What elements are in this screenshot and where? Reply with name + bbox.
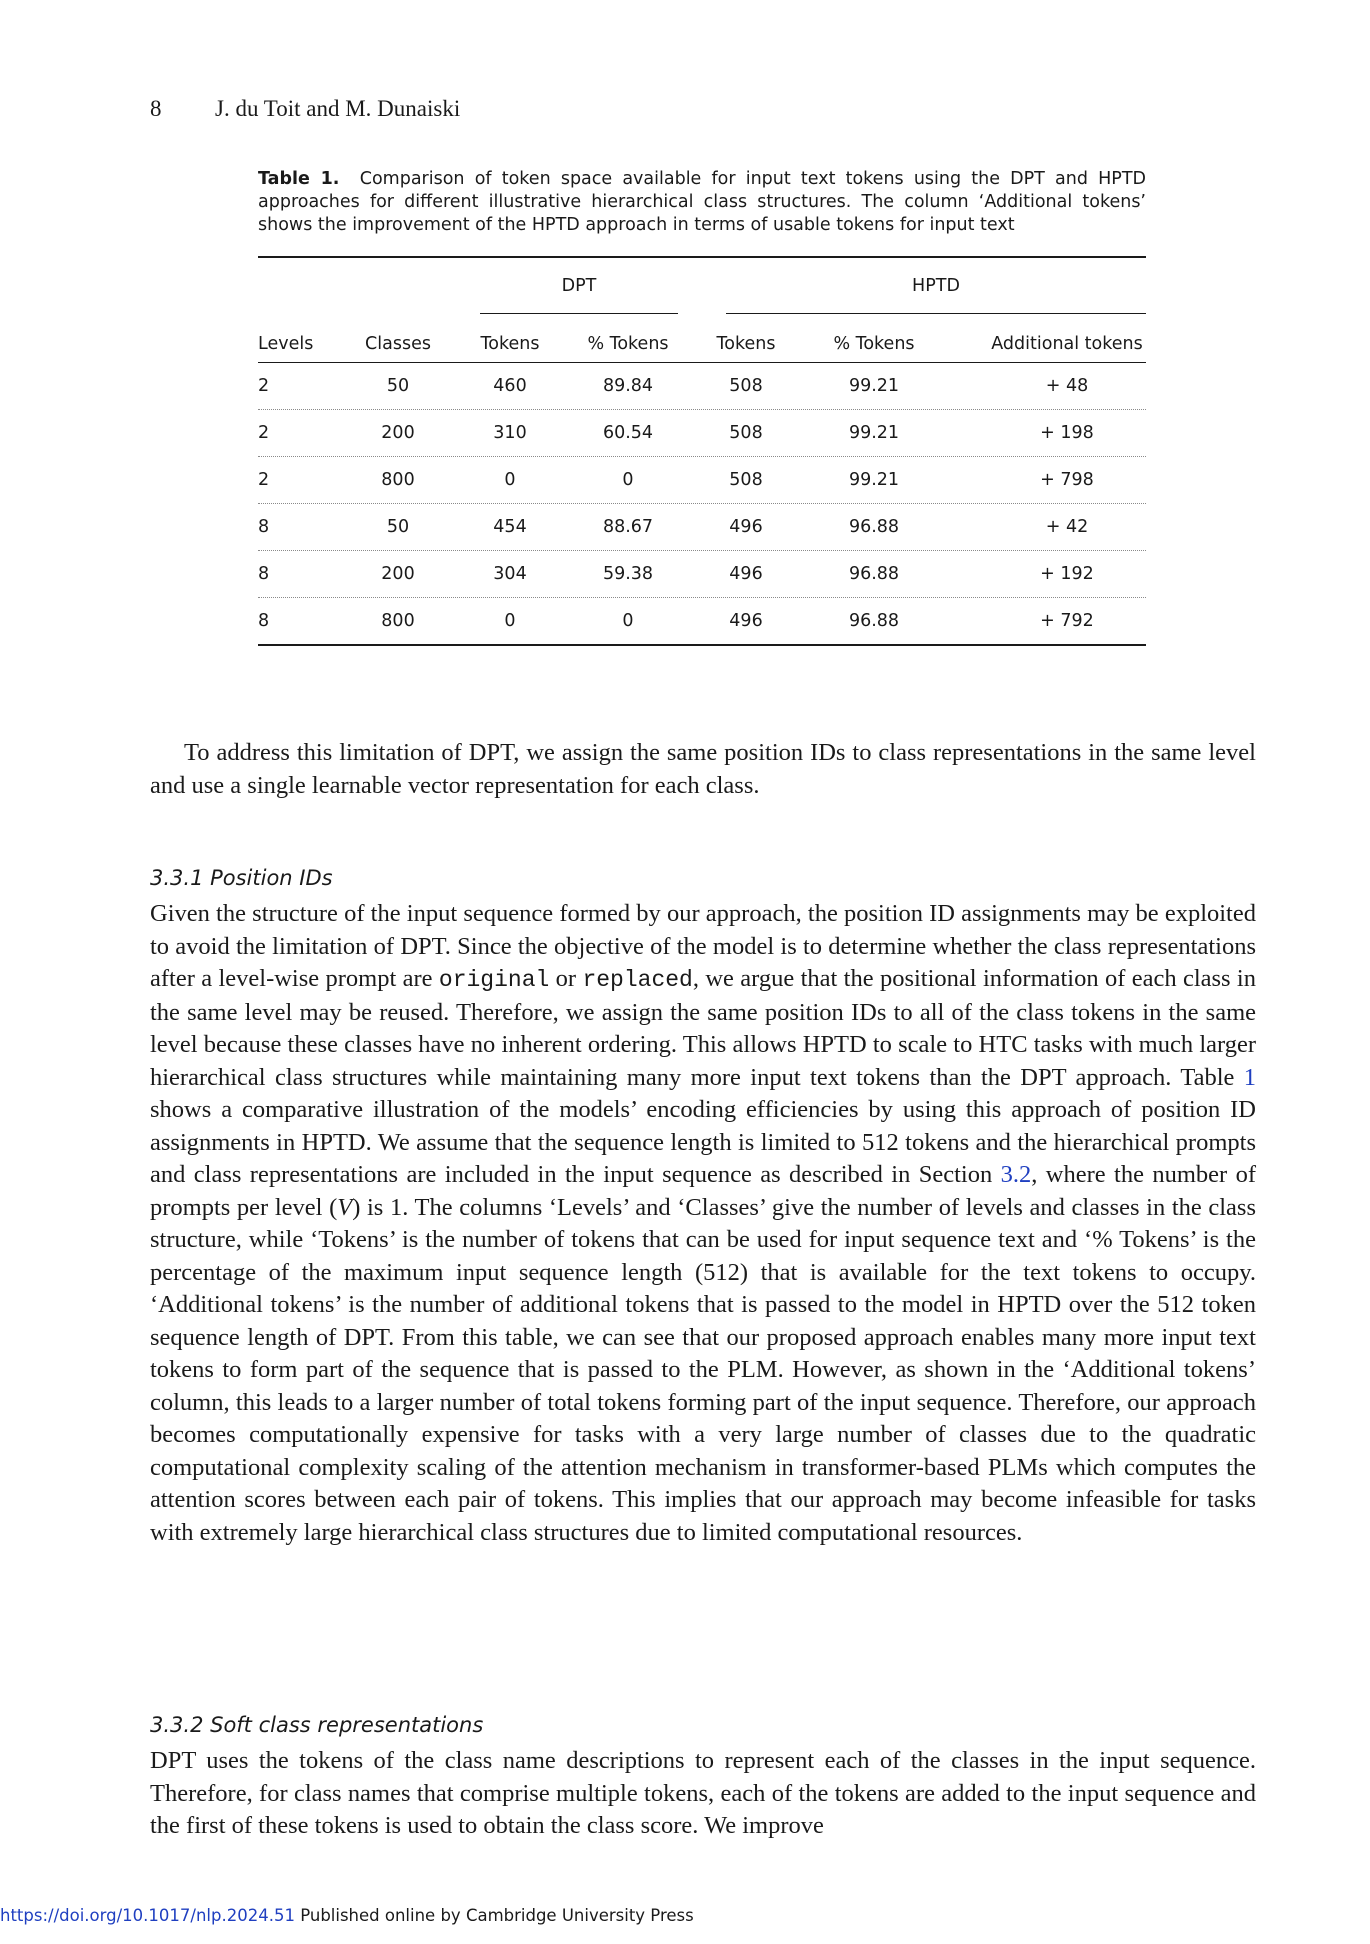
cell-levels: 2: [258, 470, 270, 490]
cell-levels: 8: [258, 517, 270, 537]
code-replaced: replaced: [582, 967, 693, 993]
intro-paragraph: [150, 737, 1256, 802]
cell-levels: 2: [258, 423, 270, 443]
cell-dpt-pct: 88.67: [602, 517, 654, 537]
cell-dpt-tokens: 0: [504, 611, 516, 631]
cell-classes: 50: [386, 376, 410, 396]
intro-text: To address this limitation of DPT, we assign the same position IDs to class representations in the same level and use a single learnable vector representation for each class.: [150, 739, 1256, 799]
group-header-dpt: DPT: [561, 276, 597, 296]
table-caption-label: Table 1.: [258, 169, 340, 189]
cell-hptd-pct: 96.88: [848, 517, 900, 537]
variable-v: V: [337, 1193, 353, 1221]
table-bottom-rule: [258, 644, 1146, 646]
group-rule-dpt: [480, 313, 678, 314]
cell-levels: 8: [258, 564, 270, 584]
cell-hptd-tokens: 508: [729, 423, 763, 443]
comparison-table: [258, 256, 1146, 646]
cell-levels: 8: [258, 611, 270, 631]
text-run: ) is 1. The columns ‘Levels’ and ‘Classes’ give the number of levels and classes in the class structure, while ‘Tokens’ is the number of tokens that can be used for input sequence text and ‘% Tokens’ is the percentage of the maximum input sequence length (512) that is available for the text tokens to occupy. ‘Additional tokens’ is the number of additional tokens that is passed to the model in HPTD over the 512 token sequence length of DPT. From this table, we can see that our proposed approach enables many more input text tokens to form part of the sequence that is passed to the PLM. However, as shown in the ‘Additional tokens’ column, this leads to a larger number of total tokens forming part of the input sequence. Therefore, our approach becomes computationally expensive for tasks with a very large number of classes due to the quadratic computational complexity scaling of the attention mechanism in transformer-based PLMs which computes the attention scores between each pair of tokens. This implies that our approach may become infeasible for tasks with extremely large hierarchical class structures due to limited computational resources.: [150, 1193, 1256, 1546]
col-header-dpt-pct-tokens: % Tokens: [587, 334, 669, 354]
cell-hptd-tokens: 496: [729, 564, 763, 584]
cell-hptd-pct: 99.21: [848, 470, 900, 490]
cell-dpt-pct: 59.38: [602, 564, 654, 584]
page-number: 8: [150, 96, 162, 121]
cell-dpt-pct: 89.84: [602, 376, 654, 396]
cell-classes: 200: [381, 564, 415, 584]
col-header-classes: Classes: [365, 334, 431, 354]
cell-classes: 50: [386, 517, 410, 537]
col-header-dpt-tokens: Tokens: [480, 334, 540, 354]
text-run: Given the structure of the input sequence formed by our approach, the position ID assignments may be exploited to avoid the limitation of DPT. Since the objective of the model is to determine whether the class representations after a level-wise prompt are: [150, 900, 1256, 992]
page-footer: [0, 1906, 694, 1925]
table-caption: [258, 168, 1146, 237]
cell-hptd-tokens: 496: [729, 611, 763, 631]
cell-dpt-tokens: 0: [504, 470, 516, 490]
cell-dpt-pct: 60.54: [602, 423, 654, 443]
table-reference-link[interactable]: 1: [1243, 1063, 1256, 1091]
doi-link[interactable]: https://doi.org/10.1017/nlp.2024.51: [0, 1906, 295, 1925]
cell-dpt-tokens: 304: [493, 564, 527, 584]
cell-dpt-tokens: 460: [493, 376, 527, 396]
table-row: [258, 551, 1146, 598]
cell-additional: + 792: [1040, 611, 1094, 631]
col-header-levels: Levels: [258, 334, 314, 354]
table-row: [258, 457, 1146, 504]
table-header: [258, 258, 1146, 362]
section-3-3-2-body: [150, 1745, 1256, 1843]
cell-additional: + 192: [1040, 564, 1094, 584]
section-3-3-1-body: [150, 898, 1256, 1549]
cell-hptd-tokens: 508: [729, 376, 763, 396]
section-heading-3-3-1: 3.3.1 Position IDs: [150, 866, 333, 890]
running-head: [150, 96, 460, 122]
cell-hptd-pct: 96.88: [848, 611, 900, 631]
col-header-hptd-pct-tokens: % Tokens: [833, 334, 915, 354]
table-row: [258, 410, 1146, 457]
cell-hptd-tokens: 508: [729, 470, 763, 490]
section-3-3-2-paragraph: DPT uses the tokens of the class name descriptions to represent each of the classes in the input sequence. Therefore, for class names that comprise multiple tokens, each of the tokens are added to the input sequence and the first of these tokens is used to obtain the class score. We improve: [150, 1747, 1256, 1839]
section-heading-3-3-2: 3.3.2 Soft class representations: [150, 1713, 484, 1737]
section-reference-link[interactable]: 3.2: [1000, 1161, 1032, 1188]
cell-hptd-pct: 96.88: [848, 564, 900, 584]
cell-additional: + 798: [1040, 470, 1094, 490]
col-header-additional-tokens: Additional tokens: [991, 334, 1143, 354]
table-caption-text: Comparison of token space available for input text tokens using the DPT and HPTD approaches for different illustrative hierarchical class structures. The column ‘Additional tokens’ shows the improvement of the HPTD approach in terms of usable tokens for input text: [258, 169, 1146, 235]
group-rule-hptd: [726, 313, 1146, 314]
cell-hptd-pct: 99.21: [848, 376, 900, 396]
cell-classes: 800: [381, 470, 415, 490]
cell-additional: + 198: [1040, 423, 1094, 443]
cell-classes: 200: [381, 423, 415, 443]
table-row: [258, 504, 1146, 551]
table-row: [258, 363, 1146, 410]
cell-dpt-pct: 0: [622, 470, 634, 490]
cell-dpt-tokens: 310: [493, 423, 527, 443]
cell-dpt-pct: 0: [622, 611, 634, 631]
cell-hptd-pct: 99.21: [848, 423, 900, 443]
cell-dpt-tokens: 454: [493, 517, 527, 537]
text-run: or: [549, 965, 583, 992]
code-original: original: [438, 967, 550, 993]
text-run: , we argue that the positional information of each class in the same level may be reused. Therefore, we assign the same position IDs to all of the class tokens in the same level because these classes have no inherent ordering. This allows HPTD to scale to HTC tasks with much larger hierarchical class structures while maintaining many more input text tokens than the DPT approach. Table: [150, 965, 1256, 1091]
cell-levels: 2: [258, 376, 270, 396]
cell-additional: + 42: [1045, 517, 1089, 537]
group-header-hptd: HPTD: [912, 276, 960, 296]
table-row: [258, 598, 1146, 644]
cell-classes: 800: [381, 611, 415, 631]
text-run: shows a comparative illustration of the models’ encoding efficiencies by using this approach of position ID assignments in HPTD. We assume that the sequence length is limited to 512 tokens and the hierarchical prompts and class representations are included in the input sequence as described in Section: [150, 1096, 1256, 1188]
text-run: , where the number of prompts per level (: [150, 1161, 1256, 1221]
publisher-note: Published online by Cambridge University Press: [294, 1906, 694, 1925]
col-header-hptd-tokens: Tokens: [716, 334, 776, 354]
section-3-3-1-paragraph: [150, 898, 1256, 1549]
cell-hptd-tokens: 496: [729, 517, 763, 537]
running-head-authors: J. du Toit and M. Dunaiski: [215, 96, 461, 121]
cell-additional: + 48: [1045, 376, 1089, 396]
